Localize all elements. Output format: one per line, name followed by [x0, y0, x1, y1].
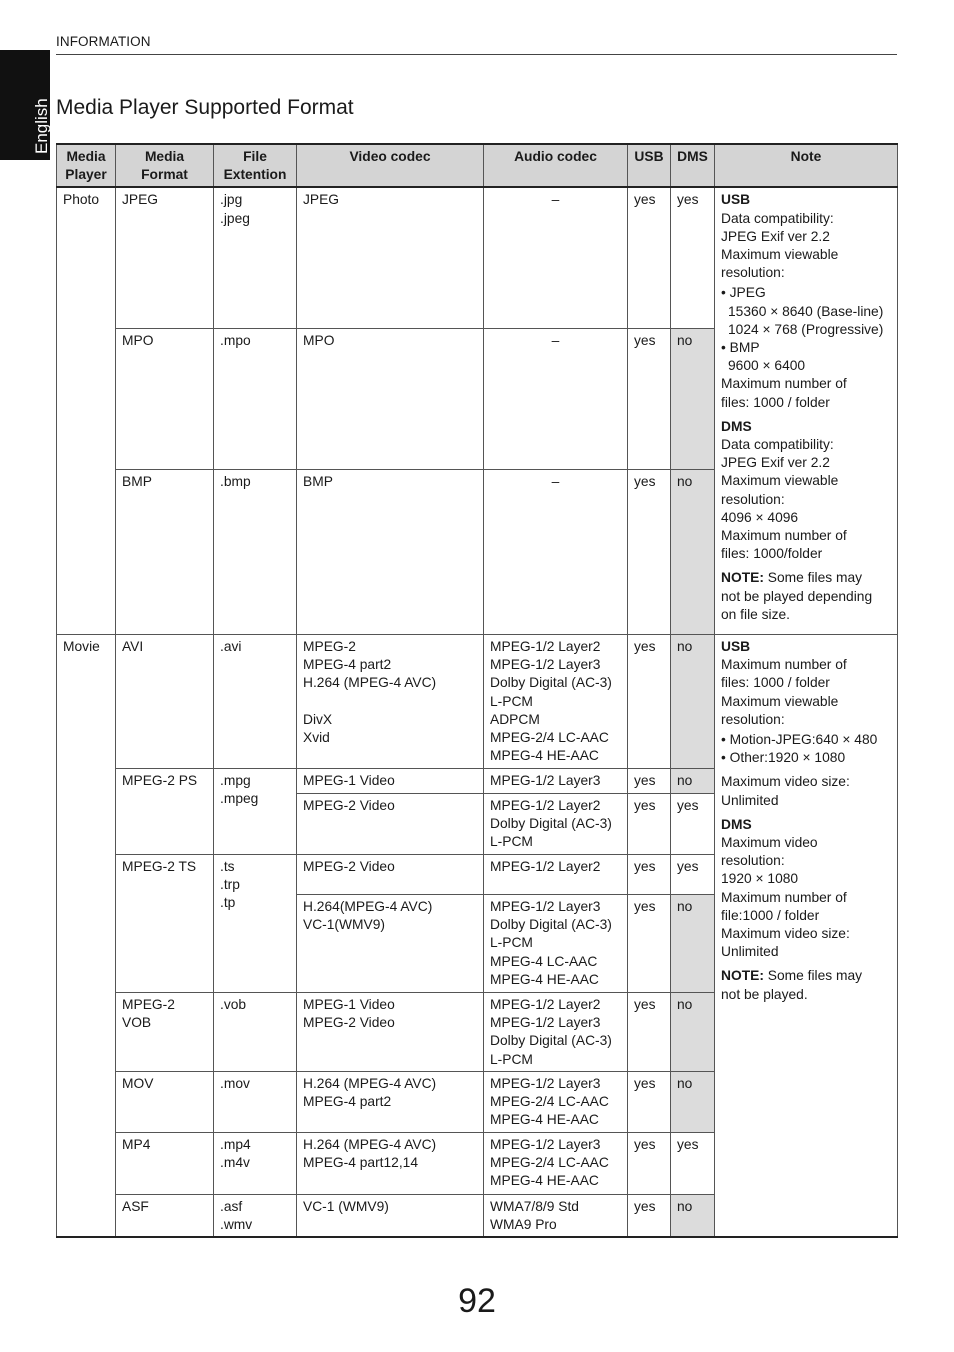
cell-audio-codec: MPEG-1/2 Layer2 MPEG-1/2 Layer3 Dolby Digital (AC-3) L-PCM [484, 992, 628, 1071]
cell-audio-codec: – [484, 187, 628, 328]
list-item: • BMP 9600 × 6400 [721, 340, 806, 374]
cell-usb: yes [628, 992, 671, 1071]
cell-video-codec: BMP [297, 469, 484, 634]
cell-dms: no [671, 328, 715, 469]
page-number: 92 [458, 1282, 496, 1320]
cell-audio-codec: MPEG-1/2 Layer2 MPEG-1/2 Layer3 Dolby Digital (AC-3) L-PCM ADPCM MPEG-2/4 LC-AAC MPEG-4 HE-AAC [484, 634, 628, 768]
cell-usb: yes [628, 854, 671, 894]
cell-audio-codec: MPEG-1/2 Layer3 Dolby Digital (AC-3) L-PCM MPEG-4 LC-AAC MPEG-4 HE-AAC [484, 894, 628, 992]
format-table [56, 143, 898, 1238]
note-dms-heading: DMS [721, 816, 752, 832]
header-divider [56, 54, 897, 55]
note-footnote [721, 967, 891, 1003]
cell-note-photo [715, 187, 898, 634]
list-item: • Other:1920 × 1080 [721, 750, 846, 766]
list-item: • JPEG 15360 × 8640 (Base-line) 1024 × 768 (Progressive) [721, 285, 884, 337]
cell-video-codec: H.264 (MPEG-4 AVC) MPEG-4 part12,14 [297, 1132, 484, 1194]
cell-note-movie [715, 634, 898, 1237]
cell-format: MPEG-2 VOB [116, 992, 214, 1071]
cell-usb: yes [628, 469, 671, 634]
cell-extension: .bmp [214, 469, 297, 634]
note-text: Some files may not be played. [721, 968, 863, 1002]
note-dms-heading: DMS [721, 418, 752, 434]
cell-dms: no [671, 1071, 715, 1132]
page-title: Media Player Supported Format [56, 96, 354, 119]
note-usb-text: Data compatibility: JPEG Exif ver 2.2 Maximum viewable resolution: [721, 210, 839, 281]
note-label: NOTE: [721, 570, 764, 586]
cell-extension: .jpg .jpeg [214, 187, 297, 328]
cell-video-codec: MPEG-1 Video MPEG-2 Video [297, 992, 484, 1071]
cell-dms: no [671, 894, 715, 992]
table-row-avi [57, 634, 898, 768]
cell-usb: yes [628, 634, 671, 768]
header-note: Note [715, 144, 898, 187]
cell-format: MOV [116, 1071, 214, 1132]
cell-video-codec: MPEG-2 Video [297, 793, 484, 854]
cell-video-codec: MPEG-2 MPEG-4 part2 H.264 (MPEG-4 AVC) DivX Xvid [297, 634, 484, 768]
note-resolution-list [721, 731, 891, 767]
cell-extension: .asf .wmv [214, 1194, 297, 1237]
cell-dms: no [671, 1194, 715, 1237]
table-header-row [57, 144, 898, 187]
cell-media-player-photo: Photo [57, 187, 116, 634]
cell-audio-codec: MPEG-1/2 Layer3 [484, 768, 628, 793]
cell-video-codec: MPEG-2 Video [297, 854, 484, 894]
note-text: Some files may not be played depending on file size. [721, 570, 873, 622]
cell-dms: no [671, 992, 715, 1071]
cell-audio-codec: – [484, 328, 628, 469]
note-usb-text: Maximum number of files: 1000 / folder Maximum viewable resolution: [721, 657, 847, 727]
cell-video-codec: MPO [297, 328, 484, 469]
cell-format: BMP [116, 469, 214, 634]
cell-extension: .mpo [214, 328, 297, 469]
cell-extension: .mp4 .m4v [214, 1132, 297, 1194]
cell-audio-codec: MPEG-1/2 Layer2 Dolby Digital (AC-3) L-PCM [484, 793, 628, 854]
cell-video-codec: H.264 (MPEG-4 AVC) MPEG-4 part2 [297, 1071, 484, 1132]
note-usb-heading: USB [721, 192, 751, 208]
cell-audio-codec: WMA7/8/9 Std WMA9 Pro [484, 1194, 628, 1237]
header-dms: DMS [671, 144, 715, 187]
cell-dms: yes [671, 793, 715, 854]
cell-dms: yes [671, 187, 715, 328]
cell-extension: .ts .trp .tp [214, 854, 297, 992]
header-file-extention: File Extention [214, 144, 297, 187]
cell-video-codec: H.264(MPEG-4 AVC) VC-1(WMV9) [297, 894, 484, 992]
list-item: • Motion-JPEG:640 × 480 [721, 731, 878, 747]
header-usb: USB [628, 144, 671, 187]
cell-extension: .vob [214, 992, 297, 1071]
cell-format: MPO [116, 328, 214, 469]
cell-dms: yes [671, 1132, 715, 1194]
cell-dms: no [671, 469, 715, 634]
cell-dms: no [671, 634, 715, 768]
header-media-player: Media Player [57, 144, 116, 187]
cell-audio-codec: MPEG-1/2 Layer2 [484, 854, 628, 894]
cell-audio-codec: MPEG-1/2 Layer3 MPEG-2/4 LC-AAC MPEG-4 HE-AAC [484, 1071, 628, 1132]
note-usb-heading: USB [721, 638, 751, 654]
note-usb-text-2: Maximum number of files: 1000 / folder [721, 376, 847, 410]
note-dms-text: Data compatibility: JPEG Exif ver 2.2 Maximum viewable resolution: 4096 × 4096 Maximum number of files: 1000/folder [721, 437, 847, 562]
cell-audio-codec: MPEG-1/2 Layer3 MPEG-2/4 LC-AAC MPEG-4 HE-AAC [484, 1132, 628, 1194]
language-tab-label: English [32, 98, 51, 154]
cell-format: MPEG-2 PS [116, 768, 214, 854]
note-usb-text-2: Maximum video size: Unlimited [721, 774, 850, 808]
cell-video-codec: VC-1 (WMV9) [297, 1194, 484, 1237]
cell-usb: yes [628, 1071, 671, 1132]
cell-usb: yes [628, 768, 671, 793]
cell-format: JPEG [116, 187, 214, 328]
cell-usb: yes [628, 328, 671, 469]
cell-usb: yes [628, 793, 671, 854]
note-dms-text: Maximum video resolution: 1920 × 1080 Maximum number of file:1000 / folder Maximum video size: Unlimited [721, 834, 850, 960]
language-tab [0, 50, 50, 160]
cell-extension: .mpg .mpeg [214, 768, 297, 854]
cell-video-codec: MPEG-1 Video [297, 768, 484, 793]
header-media-format: Media Format [116, 144, 214, 187]
cell-audio-codec: – [484, 469, 628, 634]
cell-usb: yes [628, 1194, 671, 1237]
header-audio-codec: Audio codec [484, 144, 628, 187]
note-label: NOTE: [721, 968, 764, 984]
cell-dms: no [671, 768, 715, 793]
cell-usb: yes [628, 187, 671, 328]
cell-dms: yes [671, 854, 715, 894]
cell-format: AVI [116, 634, 214, 768]
cell-media-player-movie: Movie [57, 634, 116, 1237]
table-row-jpeg [57, 187, 898, 328]
cell-video-codec: JPEG [297, 187, 484, 328]
cell-format: ASF [116, 1194, 214, 1237]
cell-usb: yes [628, 894, 671, 992]
cell-extension: .mov [214, 1071, 297, 1132]
cell-usb: yes [628, 1132, 671, 1194]
cell-format: MPEG-2 TS [116, 854, 214, 992]
note-resolution-list [721, 284, 891, 375]
cell-format: MP4 [116, 1132, 214, 1194]
cell-extension: .avi [214, 634, 297, 768]
header-video-codec: Video codec [297, 144, 484, 187]
section-header: INFORMATION [56, 34, 151, 49]
note-footnote [721, 569, 891, 624]
